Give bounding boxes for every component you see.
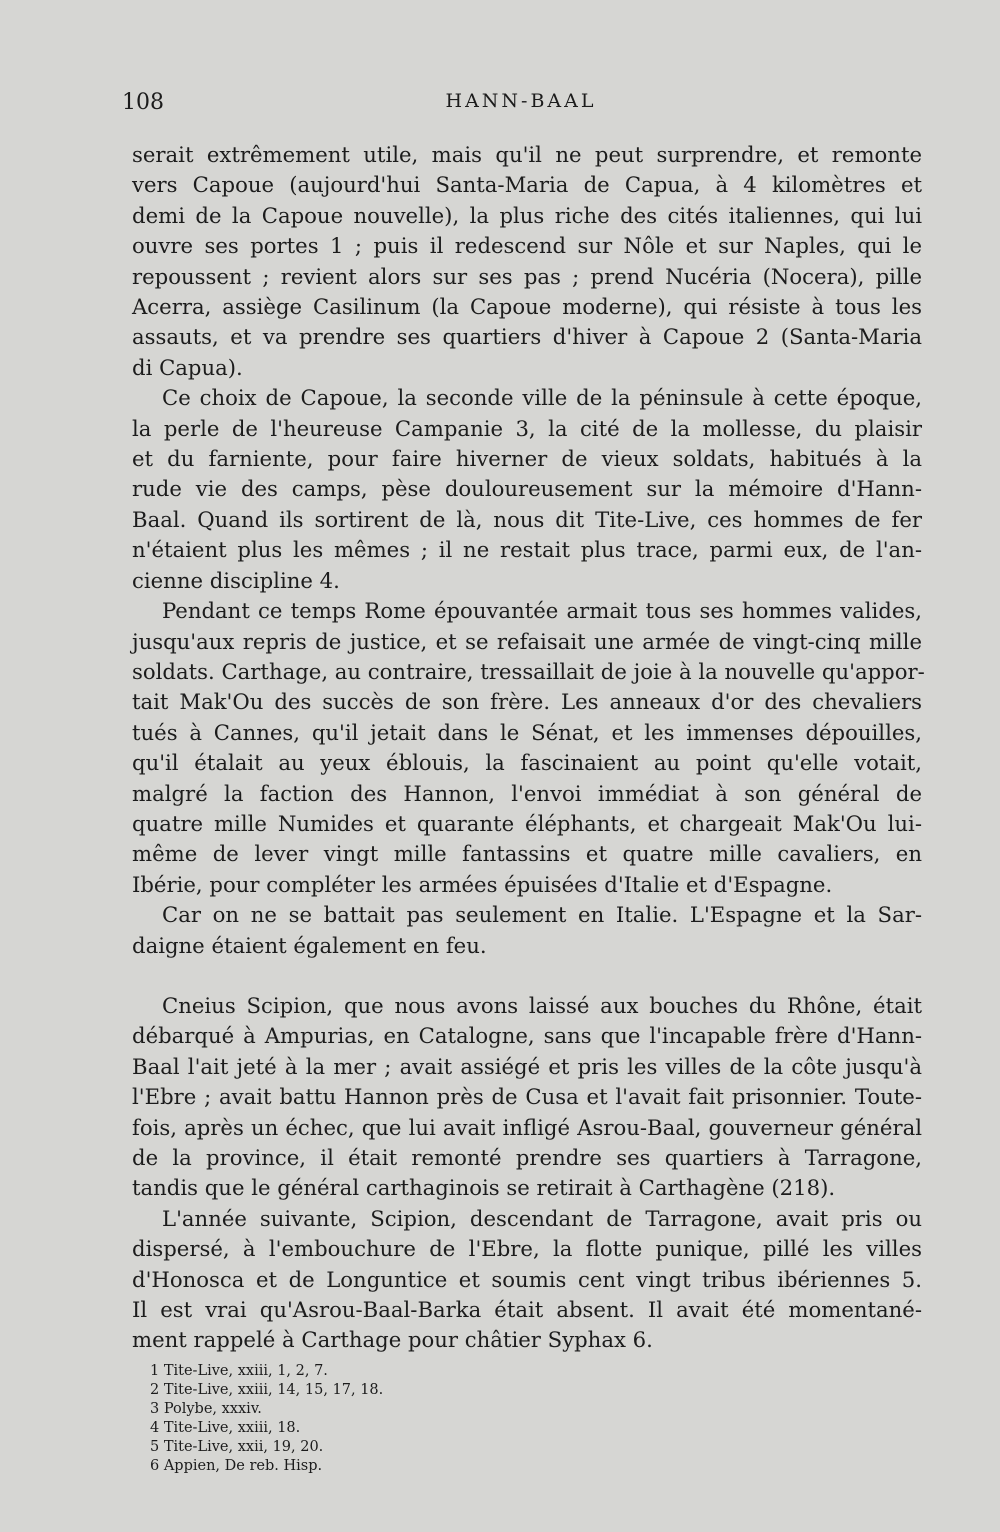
text-line: ment rappelé à Carthage pour châtier Syphax 6. xyxy=(132,1327,653,1353)
text-line: serait extrêmement utile, mais qu'il ne peut surprendre, et remonte xyxy=(132,142,922,167)
footnote: 3 Polybe, xxxiv. xyxy=(150,1401,262,1417)
page-number: 108 xyxy=(122,90,164,115)
text-line: Ce choix de Capoue, la seconde ville de la péninsule à cette époque, xyxy=(162,385,922,411)
text-line: ouvre ses portes 1 ; puis il redescend sur Nôle et sur Naples, qui le xyxy=(132,233,922,259)
text-line: demi de la Capoue nouvelle), la plus riche des cités italiennes, qui lui xyxy=(132,202,922,228)
text-line: Pendant ce temps Rome épouvantée armait tous ses hommes valides, xyxy=(162,598,922,624)
body-text xyxy=(132,140,925,1356)
text-line: di Capua). xyxy=(132,354,243,380)
footnote: 6 Appien, De reb. Hisp. xyxy=(150,1458,323,1474)
text-line: même de lever vingt mille fantassins et quatre mille cavaliers, en xyxy=(132,841,922,867)
text-line: Il est vrai qu'Asrou-Baal-Barka était absent. Il avait été momentané- xyxy=(132,1297,922,1323)
text-line: repoussent ; revient alors sur ses pas ; prend Nucéria (Nocera), pille xyxy=(132,263,922,289)
text-line: Car on ne se battait pas seulement en Italie. L'Espagne et la Sar- xyxy=(162,902,922,928)
text-line: jusqu'aux repris de justice, et se refaisait une armée de vingt-cinq mille xyxy=(132,628,922,654)
text-line: L'année suivante, Scipion, descendant de Tarragone, avait pris ou xyxy=(162,1205,922,1231)
text-line: tait Mak'Ou des succès de son frère. Les anneaux d'or des chevaliers xyxy=(132,689,922,715)
text-line: Baal. Quand ils sortirent de là, nous dit Tite-Live, ces hommes de fer xyxy=(132,506,922,532)
text-line: tués à Cannes, qu'il jetait dans le Sénat, et les immenses dépouilles, xyxy=(132,719,922,745)
footnote: 4 Tite-Live, xxiii, 18. xyxy=(150,1420,301,1436)
text-line: d'Honosca et de Longuntice et soumis cent vingt tribus ibériennes 5. xyxy=(132,1266,922,1292)
running-title: HANN-BAAL xyxy=(445,90,597,112)
text-line: rude vie des camps, pèse douloureusement sur la mémoire d'Hann- xyxy=(132,476,922,502)
text-line: tandis que le général carthaginois se retirait à Carthagène (218). xyxy=(132,1175,836,1201)
text-line: l'Ebre ; avait battu Hannon près de Cusa et l'avait fait prisonnier. Toute- xyxy=(132,1084,922,1110)
text-line: Cneius Scipion, que nous avons laissé aux bouches du Rhône, était xyxy=(162,992,922,1018)
text-line: daigne étaient également en feu. xyxy=(132,932,487,958)
paragraph xyxy=(132,140,922,383)
text-line: quatre mille Numides et quarante éléphants, et chargeait Mak'Ou lui- xyxy=(132,810,922,836)
text-line: débarqué à Ampurias, en Catalogne, sans que l'incapable frère d'Hann- xyxy=(132,1023,922,1049)
text-line: malgré la faction des Hannon, l'envoi immédiat à son général de xyxy=(132,780,922,806)
text-line: cienne discipline 4. xyxy=(132,567,340,593)
paragraph xyxy=(132,1204,922,1356)
text-line: et du farniente, pour faire hiverner de vieux soldats, habitués à la xyxy=(132,446,922,472)
text-line: n'étaient plus les mêmes ; il ne restait plus trace, parmi eux, de l'an- xyxy=(132,537,922,563)
text-line: de la province, il était remonté prendre ses quartiers à Tarragone, xyxy=(132,1145,922,1170)
text-line: Ibérie, pour compléter les armées épuisées d'Italie et d'Espagne. xyxy=(132,871,833,897)
page-header xyxy=(122,90,920,120)
section-gap xyxy=(132,961,922,991)
text-line: Baal l'ait jeté à la mer ; avait assiégé et pris les villes de la côte jusqu'à xyxy=(132,1053,922,1079)
text-line: vers Capoue (aujourd'hui Santa-Maria de Capua, à 4 kilomètres et xyxy=(132,172,922,198)
text-line: fois, après un échec, que lui avait infligé Asrou-Baal, gouverneur général xyxy=(132,1114,922,1140)
paragraph xyxy=(132,383,922,596)
text-line: la perle de l'heureuse Campanie 3, la cité de la mollesse, du plaisir xyxy=(132,415,922,441)
text-line: dispersé, à l'embouchure de l'Ebre, la flotte punique, pillé les villes xyxy=(132,1236,922,1262)
paragraph xyxy=(132,991,922,1204)
paragraph xyxy=(132,596,925,900)
footnote: 2 Tite-Live, xxiii, 14, 15, 17, 18. xyxy=(150,1382,384,1398)
footnote: 5 Tite-Live, xxii, 19, 20. xyxy=(150,1439,324,1455)
footnote: 1 Tite-Live, xxiii, 1, 2, 7. xyxy=(150,1363,328,1379)
footnotes xyxy=(150,1362,650,1476)
paragraph xyxy=(132,900,922,961)
text-line: soldats. Carthage, au contraire, tressaillait de joie à la nouvelle qu'appor- xyxy=(132,658,925,684)
text-line: assauts, et va prendre ses quartiers d'hiver à Capoue 2 (Santa-Maria xyxy=(132,324,922,350)
text-line: qu'il étalait au yeux éblouis, la fascinaient au point qu'elle votait, xyxy=(132,750,922,776)
text-line: Acerra, assiège Casilinum (la Capoue moderne), qui résiste à tous les xyxy=(132,294,922,320)
